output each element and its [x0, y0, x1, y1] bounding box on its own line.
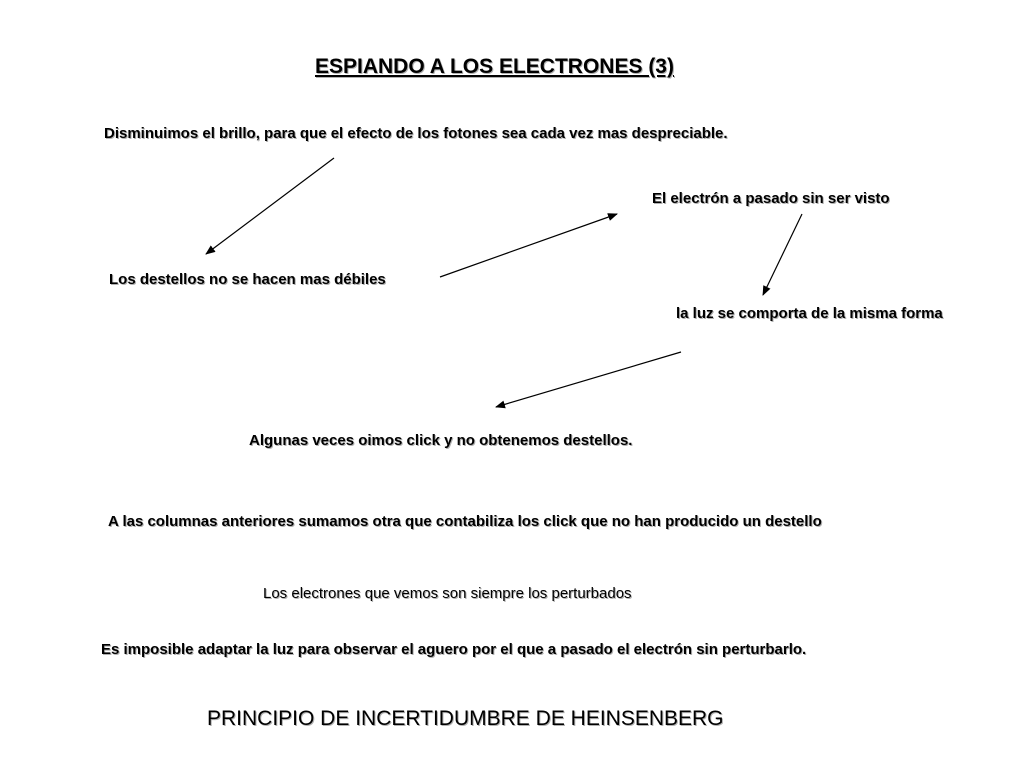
slide-title: ESPIANDO A LOS ELECTRONES (3): [315, 55, 674, 78]
arrow-3: [763, 214, 802, 295]
arrow-2: [440, 214, 617, 277]
statement-electron-unseen: El electrón a pasado sin ser visto: [652, 190, 890, 207]
arrow-1: [206, 158, 334, 254]
statement-flashes-not-weaker: Los destellos no se hacen mas débiles: [109, 271, 386, 288]
footer-principle: PRINCIPIO DE INCERTIDUMBRE DE HEINSENBERG: [207, 707, 724, 730]
statement-click-no-flash: Algunas veces oimos click y no obtenemos destellos.: [249, 432, 633, 449]
statement-perturbed-electrons: Los electrones que vemos son siempre los perturbados: [263, 585, 632, 602]
statement-light-same: la luz se comporta de la misma forma: [676, 305, 943, 322]
statement-impossible: Es imposible adaptar la luz para observar el aguero por el que a pasado el electrón sin perturbarlo.: [101, 641, 807, 658]
arrow-4: [496, 352, 681, 407]
statement-extra-column: A las columnas anteriores sumamos otra que contabiliza los click que no han producido un destello: [108, 513, 822, 530]
statement-reduce-brightness: Disminuimos el brillo, para que el efecto de los fotones sea cada vez mas despreciable.: [104, 125, 728, 142]
